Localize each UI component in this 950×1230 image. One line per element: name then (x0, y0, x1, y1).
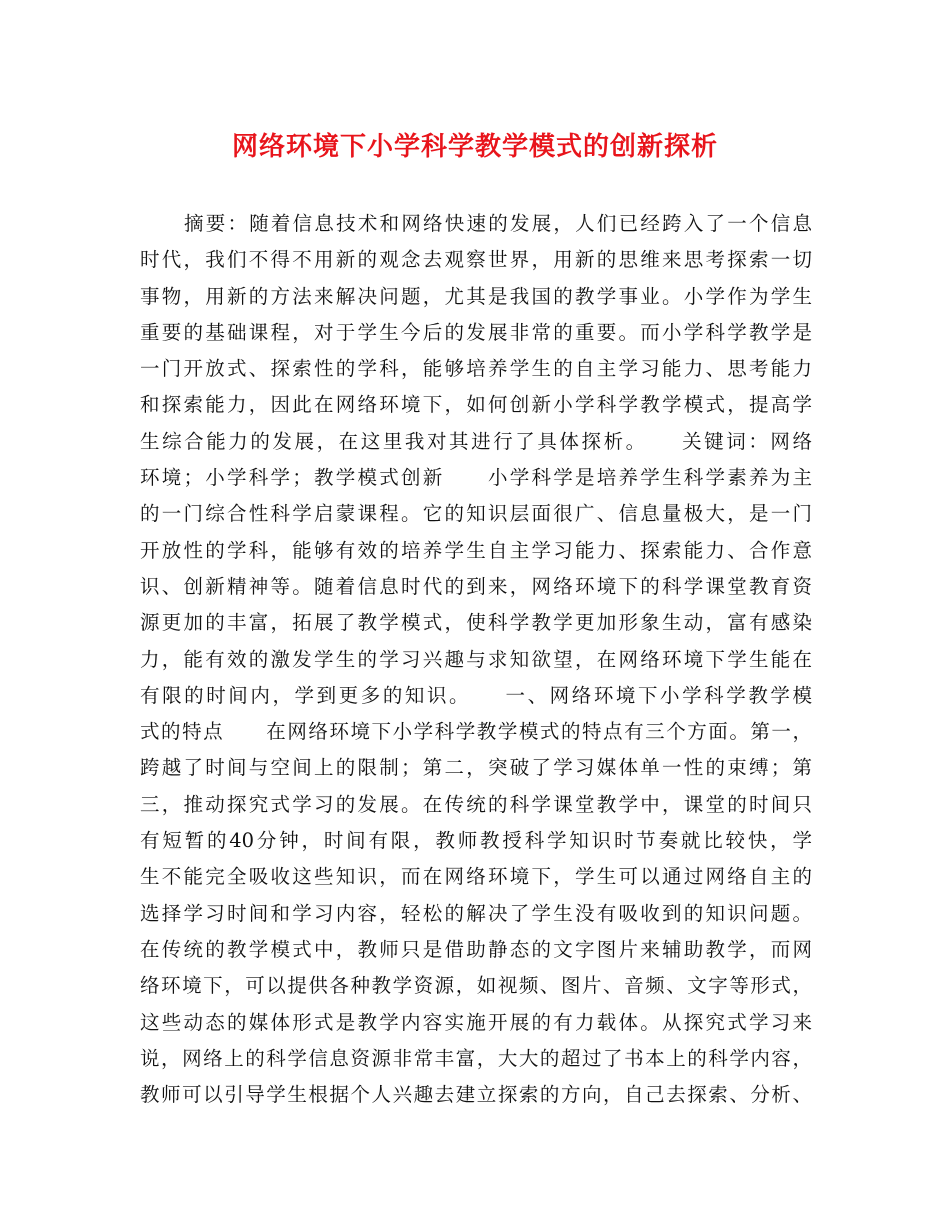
body-line: 有短暂的40分钟，时间有限，教师教授科学知识时节奏就比较快，学 (140, 829, 812, 853)
body-line: 生综合能力的发展，在这里我对其进行了具体探析。 关键词：网络 (140, 429, 812, 453)
body-line: 一门开放式、探索性的学科，能够培养学生的自主学习能力、思考能力 (140, 357, 812, 381)
body-line: 三，推动探究式学习的发展。在传统的科学课堂教学中，课堂的时间只 (140, 792, 812, 816)
body-line: 跨越了时间与空间上的限制；第二，突破了学习媒体单一性的束缚；第 (140, 756, 812, 780)
body-line: 选择学习时间和学习内容，轻松的解决了学生没有吸收到的知识问题。 (140, 901, 812, 925)
body-line: 重要的基础课程，对于学生今后的发展非常的重要。而小学科学教学是 (140, 320, 812, 344)
body-line: 力，能有效的激发学生的学习兴趣与求知欲望，在网络环境下学生能在 (140, 647, 812, 671)
body-line: 事物，用新的方法来解决问题，尤其是我国的教学事业。小学作为学生 (140, 284, 812, 308)
body-line: 识、创新精神等。随着信息时代的到来，网络环境下的科学课堂教育资 (140, 574, 812, 598)
body-line: 源更加的丰富，拓展了教学模式，使科学教学更加形象生动，富有感染 (140, 611, 812, 635)
document-title: 网络环境下小学科学教学模式的创新探析 (231, 132, 718, 162)
body-line: 开放性的学科，能够有效的培养学生自主学习能力、探索能力、合作意 (140, 538, 812, 562)
body-line: 摘要：随着信息技术和网络快速的发展，人们已经跨入了一个信息 (184, 212, 812, 235)
body-line: 络环境下，可以提供各种教学资源，如视频、图片、音频、文字等形式， (140, 974, 812, 998)
body-line: 式的特点 在网络环境下小学科学教学模式的特点有三个方面。第一， (140, 720, 812, 744)
body-line: 生不能完全吸收这些知识，而在网络环境下，学生可以通过网络自主的 (140, 865, 812, 889)
body-line: 有限的时间内，学到更多的知识。 一、网络环境下小学科学教学模 (140, 683, 812, 707)
body-line: 教师可以引导学生根据个人兴趣去建立探索的方向，自己去探索、分析、 (140, 1083, 812, 1107)
body-line: 和探索能力，因此在网络环境下，如何创新小学科学教学模式，提高学 (140, 393, 812, 417)
body-line: 这些动态的媒体形式是教学内容实施开展的有力载体。从探究式学习来 (140, 1010, 812, 1034)
body-line: 说，网络上的科学信息资源非常丰富，大大的超过了书本上的科学内容， (140, 1046, 812, 1070)
body-line: 的一门综合性科学启蒙课程。它的知识层面很广、信息量极大，是一门 (140, 502, 812, 526)
document-body (140, 206, 812, 1113)
body-line: 时代，我们不得不用新的观念去观察世界，用新的思维来思考探索一切 (140, 248, 812, 272)
body-line: 环境；小学科学；教学模式创新 小学科学是培养学生科学素养为主 (140, 466, 812, 490)
body-line: 在传统的教学模式中，教师只是借助静态的文字图片来辅助教学，而网 (140, 937, 812, 961)
